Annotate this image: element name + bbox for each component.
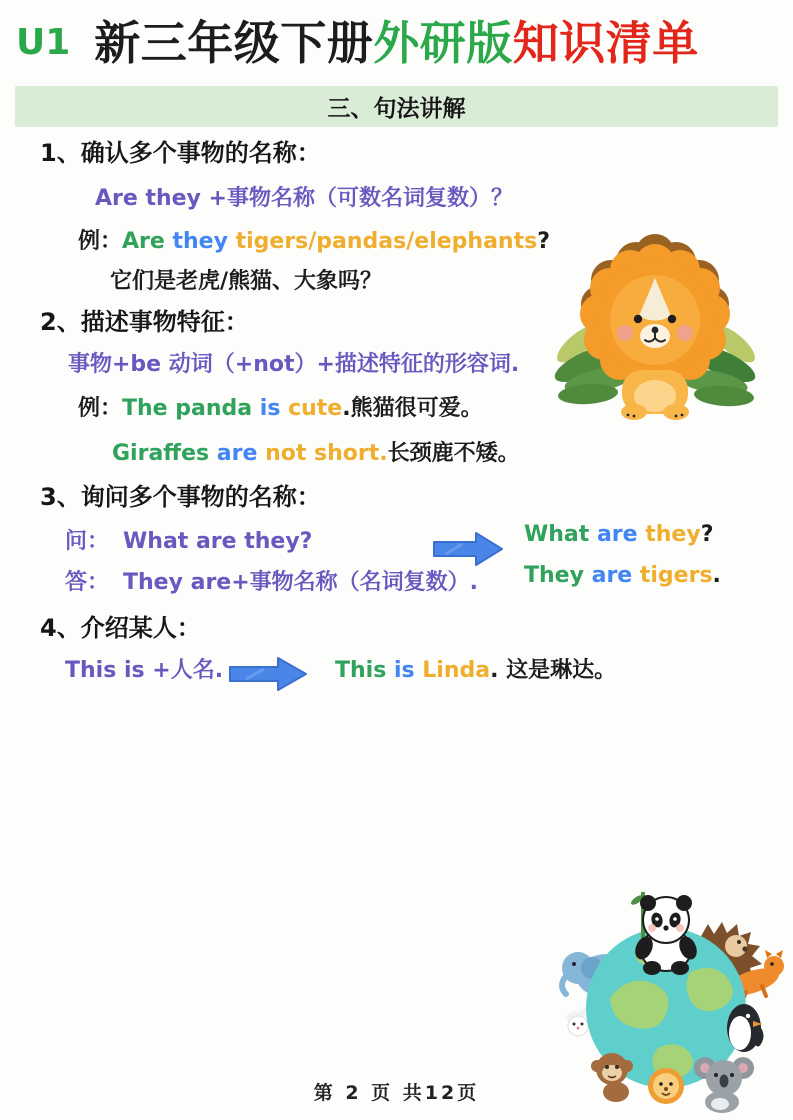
word: cute xyxy=(288,396,343,421)
section4-example xyxy=(335,656,616,686)
question-label: 问： xyxy=(65,529,110,554)
title-part-black: 新三年级下册 xyxy=(94,16,374,70)
section3-example-answer xyxy=(524,561,721,591)
section1-pattern: Are they +事物名称（可数名词复数）？ xyxy=(95,186,513,211)
section1-translation: 它们是老虎/熊猫、大象吗？ xyxy=(110,269,383,294)
page-header xyxy=(16,16,699,70)
section2-pattern: 事物+be 动词（+not）+描述特征的形容词. xyxy=(68,352,520,377)
word: They xyxy=(524,563,592,588)
section2-example2 xyxy=(112,439,520,469)
word: 这是琳达。 xyxy=(506,658,617,683)
word: are xyxy=(591,563,640,588)
word: they xyxy=(645,522,701,547)
page-title xyxy=(94,16,699,70)
unit-label: U1 xyxy=(16,22,71,63)
lion-illustration xyxy=(548,222,762,422)
page-number: 第 2 页 共12页 xyxy=(313,1082,480,1104)
section3-answer xyxy=(65,568,478,598)
answer-text: They are+事物名称（名词复数）. xyxy=(123,570,479,595)
word: are xyxy=(596,522,646,547)
word: they xyxy=(172,229,236,254)
title-part-red: 知识清单 xyxy=(512,16,699,70)
section3-example-question xyxy=(524,520,713,550)
word: . xyxy=(490,658,507,683)
lion-face xyxy=(610,275,700,365)
word: 长颈鹿不矮。 xyxy=(387,441,520,466)
lion-body xyxy=(621,370,689,420)
section3-question xyxy=(65,527,312,557)
word: . xyxy=(342,396,351,421)
answer-label: 答： xyxy=(65,570,110,595)
word: is xyxy=(393,658,423,683)
word: The panda xyxy=(122,396,260,421)
word: ? xyxy=(537,229,550,254)
example-label: 例： xyxy=(78,229,123,254)
title-part-green: 外研版 xyxy=(373,16,513,70)
word: This xyxy=(335,658,394,683)
section1-example xyxy=(78,227,550,257)
example-label: 例： xyxy=(78,396,123,421)
word: ? xyxy=(700,522,714,547)
word: Linda xyxy=(422,658,491,683)
right-arrow-icon xyxy=(432,530,504,568)
rabbit-icon xyxy=(564,1006,588,1036)
word: is xyxy=(259,396,289,421)
section4-pattern: This is +人名. xyxy=(65,658,224,683)
word: What xyxy=(524,522,597,547)
banner-title: 三、句法讲解 xyxy=(327,96,466,122)
word: tigers/pandas/elephants xyxy=(235,229,538,254)
penguin-icon xyxy=(727,1004,762,1052)
section3-heading: 3、询问多个事物的名称： xyxy=(40,483,321,511)
word: are xyxy=(216,441,266,466)
section2-example1 xyxy=(78,394,483,424)
question-text: What are they? xyxy=(123,529,313,554)
word: tigers xyxy=(639,563,713,588)
word: . xyxy=(712,563,721,588)
right-arrow-icon xyxy=(228,656,308,692)
word: not short. xyxy=(265,441,388,466)
section2-heading: 2、描述事物特征： xyxy=(40,308,249,336)
word: Giraffes xyxy=(112,441,217,466)
word: Are xyxy=(122,229,173,254)
section1-heading: 1、确认多个事物的名称： xyxy=(40,139,321,167)
word: 熊猫很可爱。 xyxy=(350,396,483,421)
section4-heading: 4、介绍某人： xyxy=(40,614,201,642)
section-banner xyxy=(15,86,778,127)
